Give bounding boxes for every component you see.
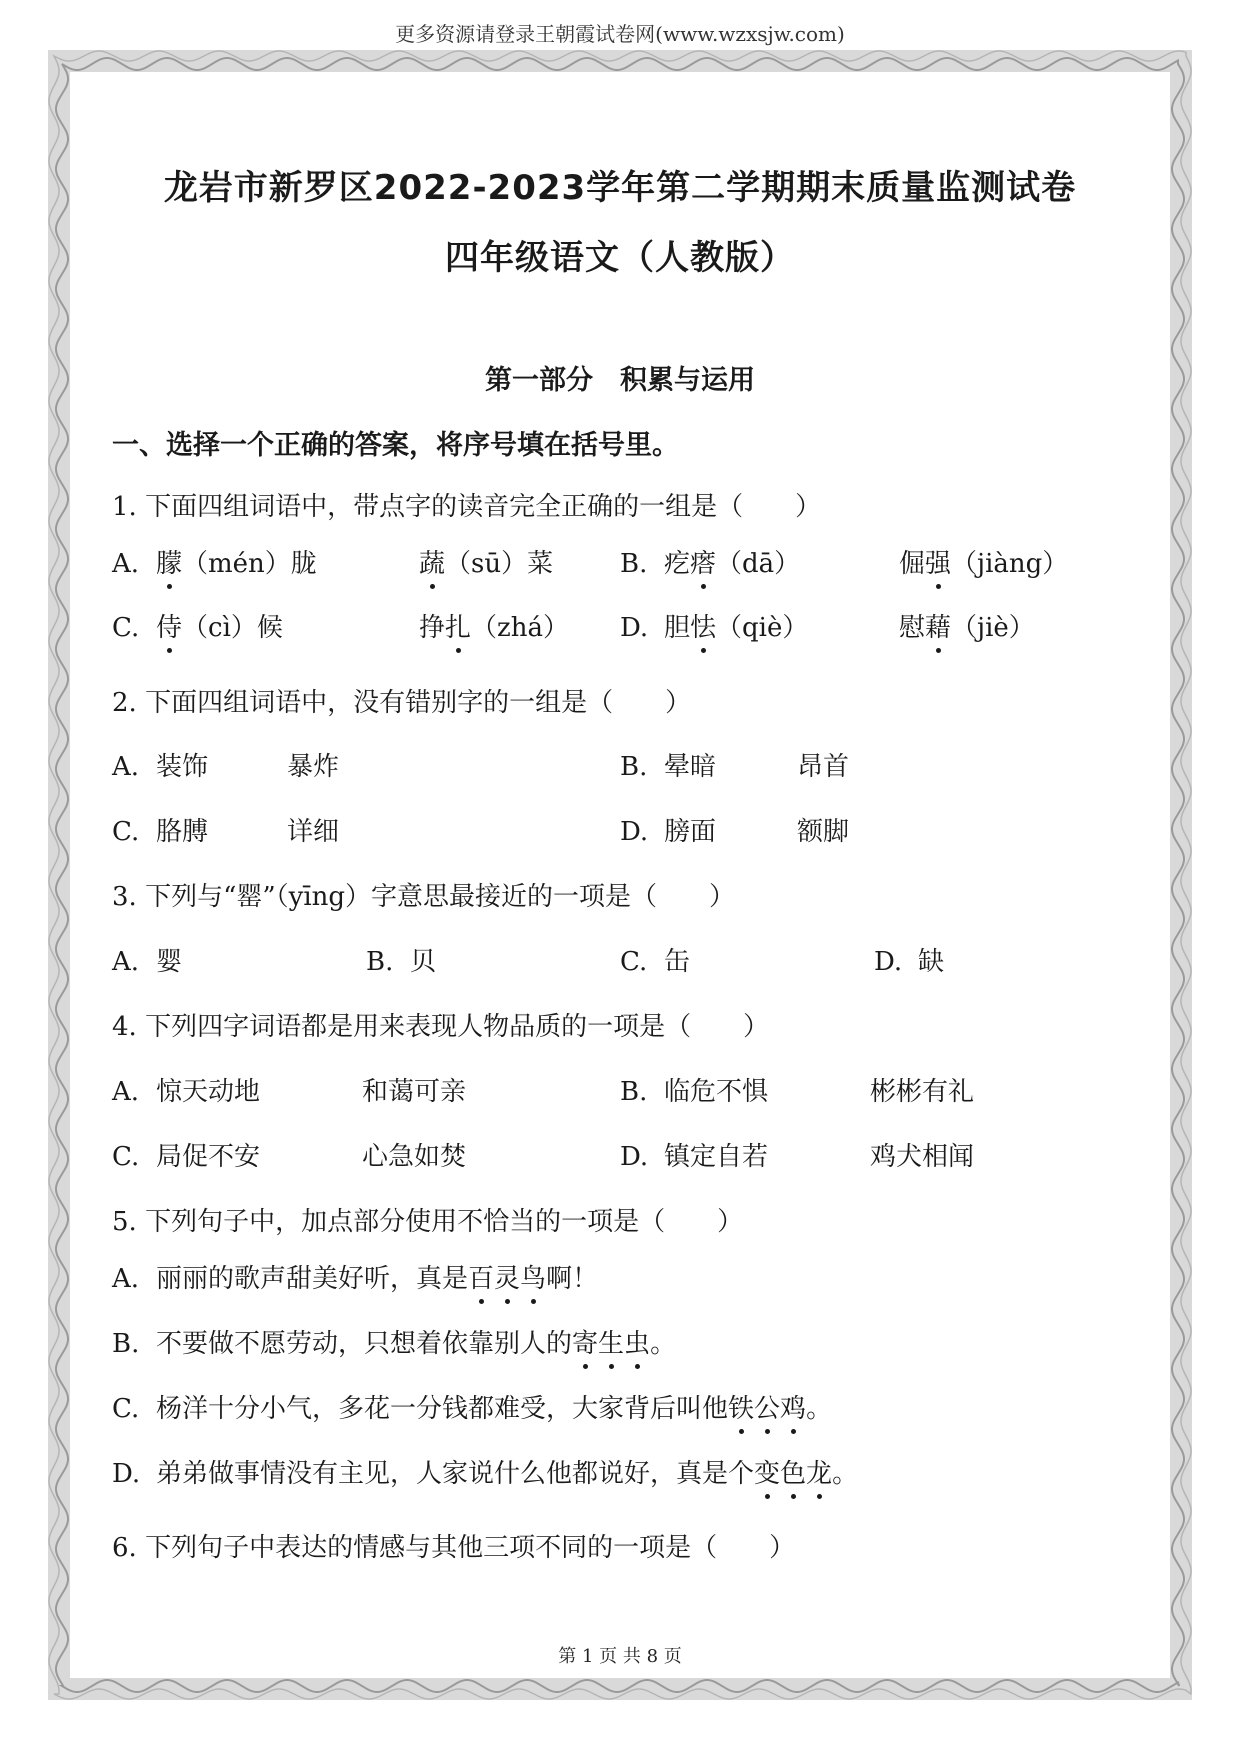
q4-option-a: A. 惊天动地 (112, 1077, 261, 1107)
q4-option-c-word2: 心急如焚 (362, 1142, 467, 1172)
q5-option-c: C. 杨洋十分小气，多花一分钱都难受，大家背后叫他铁公鸡。 (112, 1391, 832, 1427)
q1-option-a-word2: 蔬（sū）菜 (419, 546, 553, 582)
q2-option-a: A. 装饰 (112, 752, 209, 782)
q1-option-c: C. 侍（cì）候 (112, 610, 283, 646)
q1-option-d: D. 胆怯（qiè） (620, 610, 808, 646)
q1-option-b: B. 疙瘩（dā） (620, 546, 800, 582)
q1-option-a: A. 朦（mén）胧 (112, 546, 317, 582)
exam-title: 龙岩市新罗区2022-2023学年第二学期期末质量监测试卷 (163, 168, 1077, 208)
q2-option-c-word2: 详细 (287, 817, 340, 847)
part-heading: 第一部分 积累与运用 (485, 365, 755, 396)
section-heading: 一、选择一个正确的答案，将序号填在括号里。 (112, 430, 679, 461)
question-2-stem: 2. 下面四组词语中，没有错别字的一组是（ ） (112, 688, 692, 718)
question-5-stem: 5. 下列句子中，加点部分使用不恰当的一项是（ ） (112, 1207, 744, 1237)
q2-option-d-word2: 额脚 (797, 817, 850, 847)
q4-option-b-word2: 彬彬有礼 (870, 1077, 975, 1107)
q4-option-d-word2: 鸡犬相闻 (870, 1142, 975, 1172)
question-3-stem: 3. 下列与“罂”（yīng）字意思最接近的一项是（ ） (112, 882, 736, 912)
q4-option-d: D. 镇定自若 (620, 1142, 769, 1172)
q4-option-a-word2: 和蔼可亲 (362, 1077, 467, 1107)
question-1-stem: 1. 下面四组词语中，带点字的读音完全正确的一组是（ ） (112, 492, 822, 522)
q4-option-c: C. 局促不安 (112, 1142, 261, 1172)
q1-option-b-word2: 倔强（jiàng） (899, 546, 1068, 582)
q2-option-a-word2: 暴炸 (287, 752, 340, 782)
q1-option-d-word2: 慰藉（jiè） (899, 610, 1035, 646)
question-6-stem: 6. 下列句子中表达的情感与其他三项不同的一项是（ ） (112, 1533, 796, 1563)
q4-option-b: B. 临危不惧 (620, 1077, 769, 1107)
watermark: 更多资源请登录王朝霞试卷网(www.wzxsjw.com) (395, 22, 845, 46)
q3-option-a: A. 婴 (112, 947, 183, 977)
q3-option-c: C. 缶 (620, 947, 691, 977)
q2-option-b: B. 晕暗 (620, 752, 717, 782)
question-4-stem: 4. 下列四字词语都是用来表现人物品质的一项是（ ） (112, 1012, 770, 1042)
q5-option-b: B. 不要做不愿劳动，只想着依靠别人的寄生虫。 (112, 1326, 676, 1362)
q3-option-d: D. 缺 (874, 947, 945, 977)
exam-subtitle: 四年级语文（人教版） (445, 238, 795, 278)
q2-option-c: C. 胳膊 (112, 817, 209, 847)
q1-option-c-word2: 挣扎（zhá） (419, 610, 569, 646)
q2-option-b-word2: 昂首 (797, 752, 850, 782)
q3-option-b: B. 贝 (366, 947, 437, 977)
q2-option-d: D. 膀面 (620, 817, 717, 847)
q5-option-a: A. 丽丽的歌声甜美好听，真是百灵鸟啊！ (112, 1261, 598, 1297)
q5-option-d: D. 弟弟做事情没有主见，人家说什么他都说好，真是个变色龙。 (112, 1456, 858, 1492)
page-footer: 第 1 页 共 8 页 (558, 1646, 682, 1667)
page-content (112, 100, 1128, 1660)
